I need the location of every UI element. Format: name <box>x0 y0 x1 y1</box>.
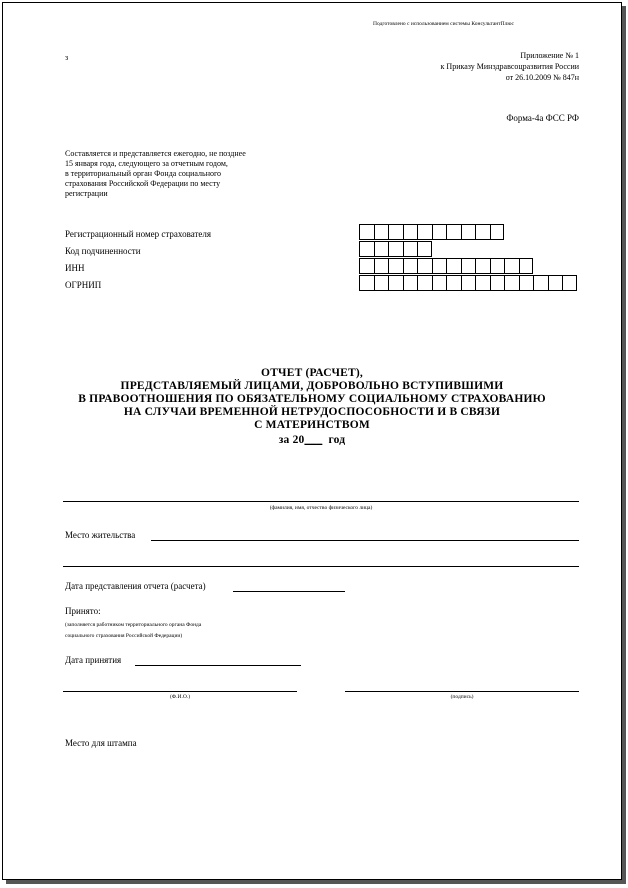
grid-cell[interactable] <box>403 224 418 240</box>
grid-cell[interactable] <box>359 241 374 257</box>
grid-cell[interactable] <box>403 275 418 291</box>
fio-short-caption: (Ф.И.О.) <box>169 694 191 700</box>
grid-cell[interactable] <box>461 275 476 291</box>
instructions-line3: в территориальный орган Фонда социального <box>65 169 222 178</box>
title-line4: НА СЛУЧАИ ВРЕМЕННОЙ НЕТРУДОСПОСОБНОСТИ И В СВЯЗИ <box>123 406 501 418</box>
ogrnip-label: ОГРНИП <box>65 280 102 290</box>
grid-cell[interactable] <box>417 275 432 291</box>
instructions-line5: регистрации <box>65 189 108 198</box>
grid-cell[interactable] <box>374 258 389 274</box>
grid-cell[interactable] <box>403 258 418 274</box>
grid-cell[interactable] <box>374 224 389 240</box>
title-line2: ПРЕДСТАВЛЯЕМЫЙ ЛИЦАМИ, ДОБРОВОЛЬНО ВСТУПИВШИМИ <box>120 380 504 392</box>
fio-line[interactable] <box>63 501 579 502</box>
grid-cell[interactable] <box>446 224 461 240</box>
acceptance-date-label: Дата принятия <box>65 655 122 665</box>
prepared-note: Подготовлено с использованием системы КонсультантПлюс <box>373 21 514 27</box>
official-fio-line[interactable] <box>63 691 297 692</box>
signature-caption: (подпись) <box>450 694 474 700</box>
signature-line[interactable] <box>345 691 579 692</box>
grid-cell[interactable] <box>403 241 418 257</box>
grid-cell[interactable] <box>461 224 476 240</box>
ogrnip-grid[interactable] <box>359 275 577 291</box>
year-suffix: год <box>328 434 346 446</box>
grid-cell[interactable] <box>359 224 374 240</box>
appendix-line1: Приложение № 1 <box>520 51 579 60</box>
form-name: Форма-4а ФСС РФ <box>506 113 579 123</box>
page-mark: з <box>65 53 69 62</box>
grid-cell[interactable] <box>417 258 432 274</box>
stamp-place-label: Место для штампа <box>65 738 137 748</box>
grid-cell[interactable] <box>475 224 490 240</box>
grid-cell[interactable] <box>490 224 505 240</box>
accepted-note <box>65 620 325 642</box>
acceptance-date-line[interactable] <box>135 665 301 666</box>
reg-number-grid[interactable] <box>359 224 504 240</box>
grid-cell[interactable] <box>519 258 534 274</box>
sub-code-label: Код подчиненности <box>65 246 141 256</box>
instructions-line1: Составляется и представляется ежегодно, не позднее <box>65 149 246 158</box>
grid-cell[interactable] <box>533 275 548 291</box>
grid-cell[interactable] <box>359 258 374 274</box>
grid-cell[interactable] <box>504 275 519 291</box>
residence-line2[interactable] <box>63 566 579 567</box>
accepted-label: Принято: <box>65 606 101 616</box>
report-title <box>33 367 591 447</box>
submission-date-line[interactable] <box>233 591 345 592</box>
inn-label: ИНН <box>65 263 85 273</box>
grid-cell[interactable] <box>432 258 447 274</box>
grid-cell[interactable] <box>446 275 461 291</box>
grid-cell[interactable] <box>388 275 403 291</box>
instructions-line2: 15 января года, следующего за отчетным годом, <box>65 159 228 168</box>
grid-cell[interactable] <box>417 241 432 257</box>
fio-caption: (фамилия, имя, отчество физического лица) <box>269 505 373 511</box>
document-page <box>2 2 622 880</box>
grid-cell[interactable] <box>562 275 577 291</box>
residence-line[interactable] <box>151 540 579 541</box>
grid-cell[interactable] <box>432 275 447 291</box>
grid-cell[interactable] <box>490 258 505 274</box>
title-line3: В ПРАВООТНОШЕНИЯ ПО ОБЯЗАТЕЛЬНОМУ СОЦИАЛЬНОМУ СТРАХОВАНИЮ <box>78 393 546 405</box>
grid-cell[interactable] <box>548 275 563 291</box>
title-line5: С МАТЕРИНСТВОМ <box>254 419 370 431</box>
grid-cell[interactable] <box>388 258 403 274</box>
grid-cell[interactable] <box>432 224 447 240</box>
inn-grid[interactable] <box>359 258 533 274</box>
instructions-line4: страхования Российской Федерации по месту <box>65 179 221 188</box>
grid-cell[interactable] <box>359 275 374 291</box>
grid-cell[interactable] <box>374 275 389 291</box>
sub-code-grid[interactable] <box>359 241 432 257</box>
grid-cell[interactable] <box>388 224 403 240</box>
accepted-note-line2: социального страхования Российской Федерации) <box>65 633 183 639</box>
appendix-line2: к Приказу Минздравсоцразвития России <box>440 62 579 71</box>
year-blank[interactable]: ___ <box>304 434 323 446</box>
grid-cell[interactable] <box>388 241 403 257</box>
submission-date-label: Дата представления отчета (расчета) <box>65 581 206 591</box>
grid-cell[interactable] <box>461 258 476 274</box>
grid-cell[interactable] <box>417 224 432 240</box>
reg-number-label: Регистрационный номер страхователя <box>65 229 212 239</box>
year-prefix: за 20 <box>278 434 305 446</box>
title-line1: ОТЧЕТ (РАСЧЕТ), <box>261 367 363 379</box>
grid-cell[interactable] <box>475 258 490 274</box>
grid-cell[interactable] <box>446 258 461 274</box>
appendix-line3: от 26.10.2009 № 847н <box>505 73 579 82</box>
grid-cell[interactable] <box>374 241 389 257</box>
grid-cell[interactable] <box>504 258 519 274</box>
accepted-note-line1: (заполняется работником территориального органа Фонда <box>65 622 202 628</box>
residence-label: Место жительства <box>65 530 136 540</box>
title-year <box>33 434 591 447</box>
grid-cell[interactable] <box>490 275 505 291</box>
grid-cell[interactable] <box>519 275 534 291</box>
instructions-block <box>65 149 305 199</box>
grid-cell[interactable] <box>475 275 490 291</box>
